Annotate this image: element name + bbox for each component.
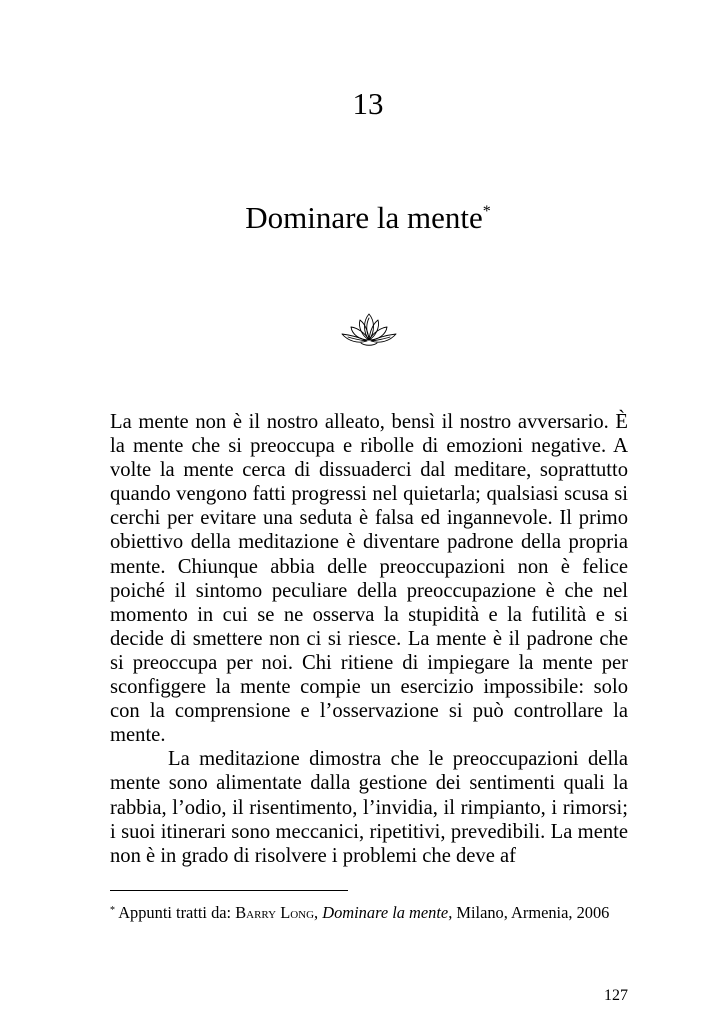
footnote <box>110 902 628 923</box>
page-number: 127 <box>604 987 628 1004</box>
chapter-title <box>0 196 724 240</box>
footnote-suffix: , Milano, Armenia, 2006 <box>448 903 610 922</box>
paragraph: La meditazione dimostra che le preoccupazioni della mente sono alimentate dalla gestione dei sentimenti quali la rabbia, l’odio, il risentimento, l’invidia, il rimpianto, i rimorsi; i suoi itinerari sono meccanici, ripetitivi, prevedibili. La mente non è in grado di risolvere i problemi che deve af <box>110 748 628 867</box>
paragraph: La mente non è il nostro alleato, bensì il nostro avversario. È la mente che si preoccupa e ribolle di emozioni negative. A volte la mente cerca di dissuaderci dal meditare, soprattutto quando vengono fatti progressi nel quietarla; qualsiasi scusa si cerchi per evitare una seduta è falsa ed ingannevole. Il primo obiettivo della meditazione è diventare padrone della propria mente. Chiunque abbia delle preoccupazioni non è felice poiché il sintomo peculiare della preoccupazione è che nel momento in cui se ne osserva la stupidità e la futilità e si decide di smettere non ci si riesce. La mente è il padrone che si preoccupa per noi. Chi ritiene di impiegare la mente per sconfiggere la mente compie un esercizio impossibile: solo con la comprensione e l’osservazione si può controllare la mente. <box>110 411 628 747</box>
body-text <box>110 410 628 868</box>
footnote-divider <box>110 890 348 891</box>
footnote-marker: * <box>110 905 115 916</box>
footnote-prefix: Appunti tratti da: <box>118 903 236 922</box>
chapter-number: 13 <box>352 86 384 121</box>
footnote-reference: * <box>482 203 491 220</box>
footnote-separator: , <box>314 903 323 922</box>
footnote-book-title: Dominare la mente <box>322 903 449 922</box>
footnote-author: Barry Long <box>235 903 315 922</box>
chapter-title-text: Dominare la mente <box>245 200 483 235</box>
lotus-icon <box>340 310 398 348</box>
